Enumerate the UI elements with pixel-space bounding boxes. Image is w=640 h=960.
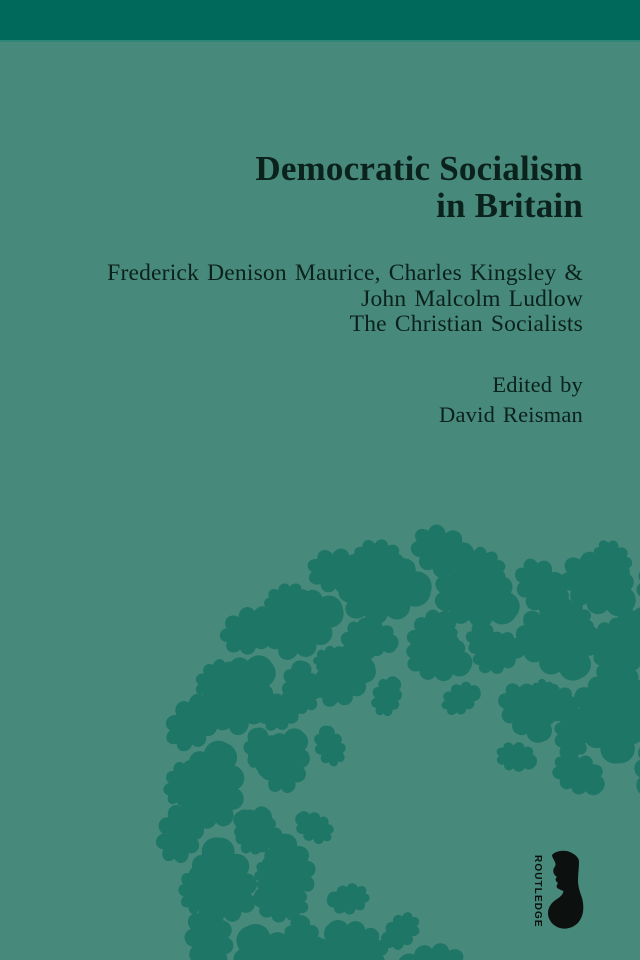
author-line-2: John Malcolm Ludlow bbox=[361, 285, 583, 312]
editor-name: David Reisman bbox=[439, 402, 583, 427]
top-band bbox=[0, 0, 640, 42]
book-title bbox=[20, 150, 583, 224]
book-title-line-1: Democratic Socialism bbox=[255, 149, 583, 188]
publisher-name: ROUTLEDGE bbox=[532, 855, 543, 928]
edited-by-label: Edited by bbox=[492, 372, 583, 397]
editor-block bbox=[20, 370, 583, 430]
author-line-1: Frederick Denison Maurice, Charles Kingsley & bbox=[107, 260, 583, 286]
routledge-r-icon bbox=[542, 850, 584, 930]
book-title-line-2: in Britain bbox=[436, 186, 583, 225]
authors-block bbox=[20, 261, 583, 338]
subtitle: The Christian Socialists bbox=[349, 311, 583, 337]
